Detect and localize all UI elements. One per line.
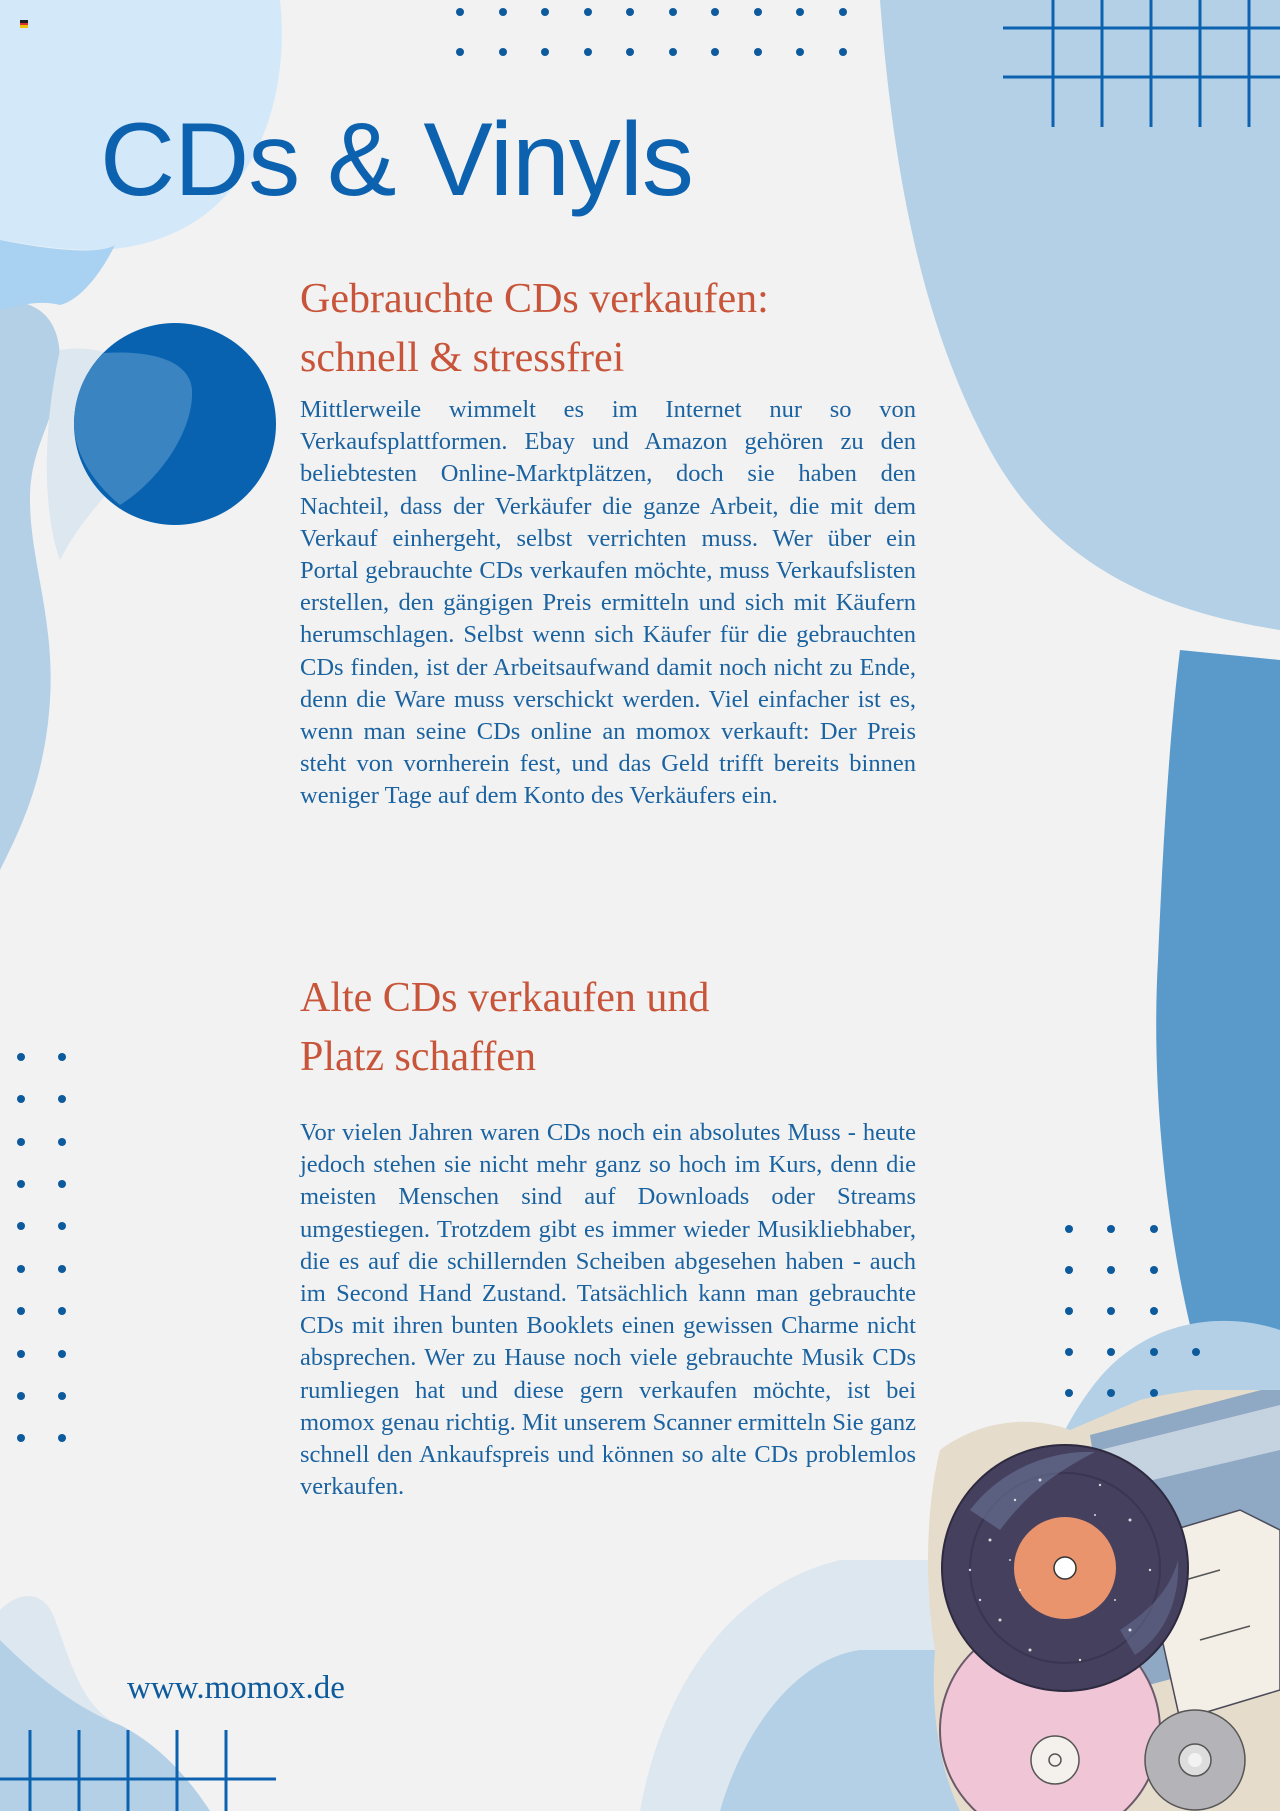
section-heading: [300, 270, 916, 388]
section-body: Vor vielen Jahren waren CDs noch ein absolutes Muss - heute jedoch stehen sie nicht mehr ganz so hoch im Kurs, denn die meisten Menschen sind auf Downloads oder Streams umgestiegen. Trotzdem gibt es immer wieder Musikliebhaber, die es auf die schillernden Scheiben abgesehen haben - auch im Second Hand Zustand. Tatsächlich kann man gebrauchte CDs mit ihren bunten Booklets einen gewissen Charme nicht absprechen. Wer zu Hause noch viele gebrauchte Musik CDs rumliegen hat und diese gern verkaufen möchte, ist bei momox genau richtig. Mit unserem Scanner ermitteln Sie ganz schnell den Ankaufspreis und können so alte CDs problemlos verkaufen.: [300, 1119, 916, 1501]
website-link[interactable]: www.momox.de: [127, 1670, 345, 1706]
section-heading: [300, 969, 916, 1087]
flag-icon: [20, 20, 28, 28]
right-strong-blob: [1156, 650, 1280, 1345]
section-body: Mittlerweile wimmelt es im Internet nur so von Verkaufsplattformen. Ebay und Amazon gehören zu den beliebtesten Online-Marktplätzen, doch sie haben den Nachteil, dass der Verkäufer die ganze Arbeit, die mit dem Verkauf einhergeht, selbst verrichten muss. Wer über ein Portal gebrauchte CDs verkaufen möchte, muss Verkaufslisten erstellen, den gängigen Preis ermitteln und sich mit Käufern herumschlagen. Selbst wenn sich Käufer für die gebrauchten CDs finden, ist der Arbeitsaufwand damit noch nicht zu Ende, denn die Ware muss verschickt werden. Viel einfacher ist es, wenn man seine CDs online an momox verkauft: Der Preis steht von vornherein fest, und das Geld trifft bereits binnen weniger Tage auf dem Konto des Verkäufers ein.: [300, 396, 916, 810]
heading-line-2: schnell & stressfrei: [300, 335, 625, 381]
top-dots: [456, 8, 847, 56]
heading-line-1: Gebrauchte CDs verkaufen:: [300, 276, 769, 322]
page-title: CDs & Vinyls: [100, 102, 693, 218]
heading-line-1: Alte CDs verkaufen und: [300, 975, 710, 1021]
blue-circle-icon: [74, 323, 276, 525]
left-dots: [17, 1053, 66, 1442]
heading-line-2: Platz schaffen: [300, 1034, 536, 1080]
section-sell-used-cds: [300, 270, 916, 813]
top-right-blob: [880, 0, 1280, 630]
top-left-blob-lower: [0, 240, 115, 310]
left-side-blob: [0, 300, 60, 870]
section-sell-old-cds: [300, 969, 916, 1503]
vinyl-records-illustration: [920, 1390, 1280, 1811]
